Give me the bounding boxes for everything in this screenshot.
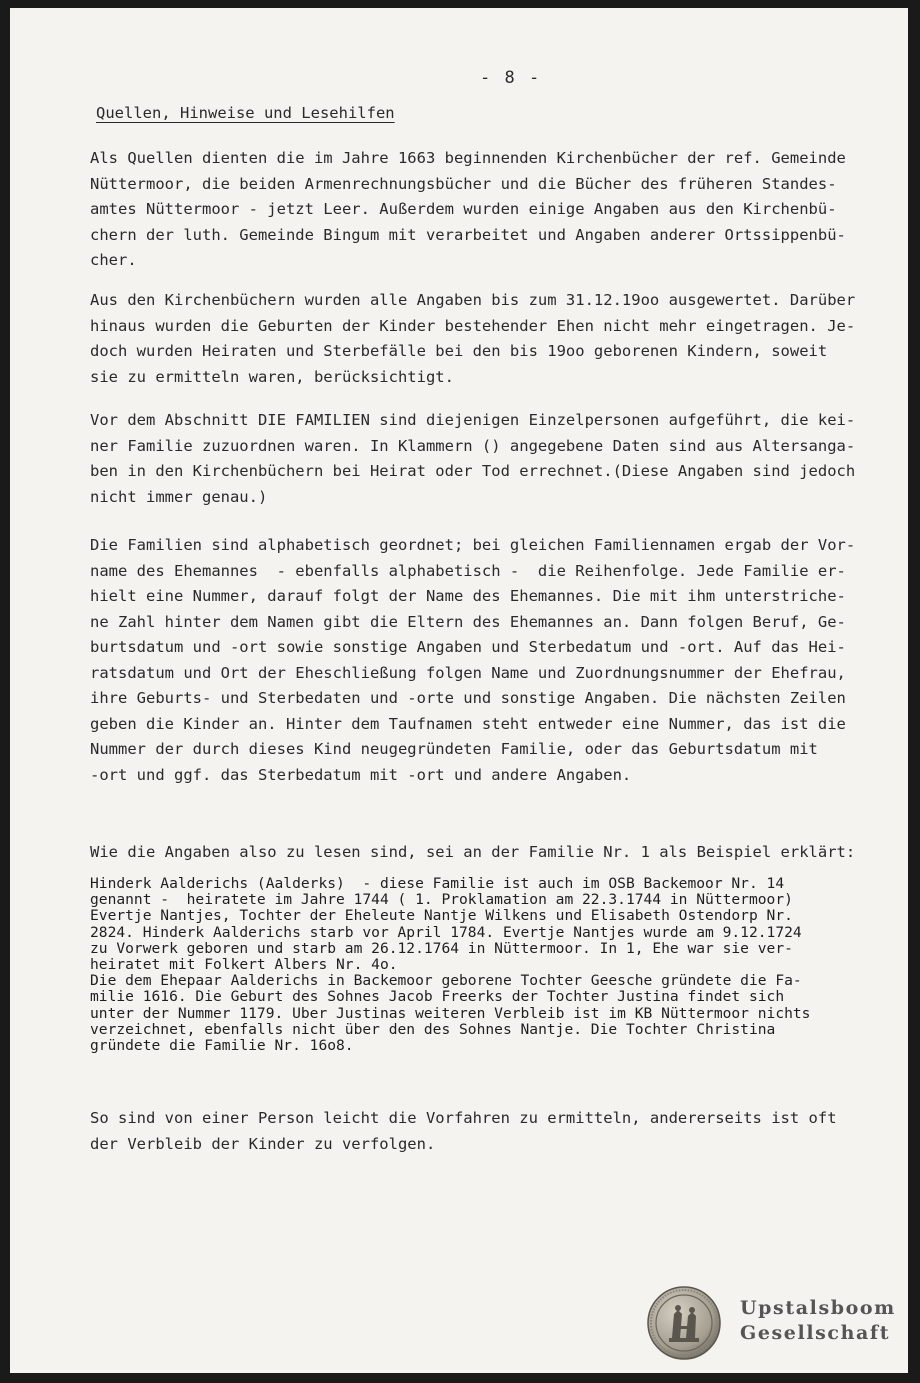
paragraph-evaluation [90,288,905,390]
text-line: Hinderk Aalderichs (Aalderks) - diese Familie ist auch im OSB Backemoor Nr. 14 [90,876,785,892]
text-line: ner Familie zuzuordnen waren. In Klammern () angegebene Daten sind aus Altersanga- [90,436,856,455]
text-line: hielt eine Nummer, darauf folgt der Name des Ehemannes. Die mit ihm unterstriche- [90,587,846,605]
paragraph-closing [90,1106,905,1157]
text-line: der Verbleib der Kinder zu verfolgen. [90,1134,436,1153]
text-line: Evertje Nantjes, Tochter der Eheleute Nantje Wilkens und Elisabeth Ostendorp Nr. [90,908,793,925]
text-line: geben die Kinder an. Hinter dem Taufnamen steht entweder eine Nummer, das ist die [90,714,846,733]
text-line: Nüttermoor, die beiden Armenrechnungsbücher und die Bücher des früheren Standes- [90,174,837,193]
text-line: ihre Geburts- und Sterbedaten und -orte und sonstige Angaben. Die nächsten Zeilen [90,689,846,707]
society-wordmark [740,1296,896,1346]
text-line: ratsdatum und Ort der Eheschließung folgen Name und Zuordnungsnummer der Ehefrau, [90,663,846,682]
text-line: heiratet mit Folkert Albers Nr. 4o. [90,956,398,973]
text-line: cher. [90,251,137,269]
text-line: gründete die Familie Nr. 16o8. [90,1037,354,1054]
text-line: zu Vorwerk geboren und starb am 26.12.1764 in Nüttermoor. In 1, Ehe war sie ver- [90,940,793,957]
page-number: - 8 - [480,68,542,88]
text-line: -ort und ggf. das Sterbedatum mit -ort und andere Angaben. [90,765,632,784]
example-family-entry [90,876,905,1054]
paragraph-sources [90,146,905,274]
text-line: verzeichnet, ebenfalls nicht über den des Sohnes Nantje. Die Tochter Christina [90,1021,776,1038]
text-line: Wie die Angaben also zu lesen sind, sei an der Familie Nr. 1 als Beispiel erklärt: [90,843,856,861]
text-line: 2824. Hinderk Aalderichs starb vor April 1784. Evertje Nantjes wurde am 9.12.1724 [90,924,802,941]
text-line: doch wurden Heiraten und Sterbefälle bei den bis 19oo geborenen Kindern, soweit [90,342,828,360]
section-heading: Quellen, Hinweise und Lesehilfen [96,104,395,122]
wordmark-line-1: Upstalsboom [740,1297,896,1319]
paragraph-example-intro [90,840,905,866]
text-line: genannt - heiratete im Jahre 1744 ( 1. Proklamation am 22.3.1744 in Nüttermoor) [90,892,793,909]
text-line: hinaus wurden die Geburten der Kinder bestehender Ehen nicht mehr eingetragen. Je- [90,316,856,335]
text-line: Als Quellen dienten die im Jahre 1663 beginnenden Kirchenbücher der ref. Gemeinde [90,149,846,167]
text-line: ne Zahl hinter dem Namen gibt die Eltern des Ehemannes an. Dann folgen Beruf, Ge- [90,612,846,631]
paragraph-individuals [90,408,905,510]
text-line: nicht immer genau.) [90,487,268,506]
document-page [10,8,908,1373]
text-line: burtsdatum und -ort sowie sonstige Angaben und Sterbedatum und -ort. Auf das Hei- [90,638,846,656]
text-line: milie 1616. Die Geburt des Sohnes Jacob Freerks der Tochter Justina findet sich [90,989,785,1006]
text-line: Die dem Ehepaar Aalderichs in Backemoor geborene Tochter Geesche gründete die Fa- [90,973,802,990]
paragraph-families [90,533,905,788]
text-line: amtes Nüttermoor - jetzt Leer. Außerdem wurden einige Angaben aus den Kirchenbü- [90,200,837,218]
text-line: Die Familien sind alphabetisch geordnet; bei gleichen Familiennamen ergab der Vor- [90,536,856,554]
seal-logo-icon [647,1286,721,1360]
text-line: So sind von einer Person leicht die Vorfahren zu ermitteln, andererseits ist oft [90,1109,837,1127]
text-line: sie zu ermitteln waren, berücksichtigt. [90,367,454,386]
text-line: name des Ehemannes - ebenfalls alphabetisch - die Reihenfolge. Jede Familie er- [90,561,846,580]
text-line: Nummer der durch dieses Kind neugegründeten Familie, oder das Geburtsdatum mit [90,740,818,758]
text-line: ben in den Kirchenbüchern bei Heirat oder Tod errechnet.(Diese Angaben sind jedoch [90,462,856,480]
text-line: unter der Nummer 1179. Über Justinas weiteren Verbleib ist im KB Nüttermoor nichts [90,1005,811,1022]
wordmark-line-2: Gesellschaft [740,1322,891,1344]
text-line: Aus den Kirchenbüchern wurden alle Angaben bis zum 31.12.19oo ausgewertet. Darüber [90,291,856,309]
text-line: Vor dem Abschnitt DIE FAMILIEN sind diejenigen Einzelpersonen aufgeführt, die kei- [90,411,856,429]
text-line: chern der luth. Gemeinde Bingum mit verarbeitet und Angaben anderer Ortssippenbü- [90,225,846,244]
